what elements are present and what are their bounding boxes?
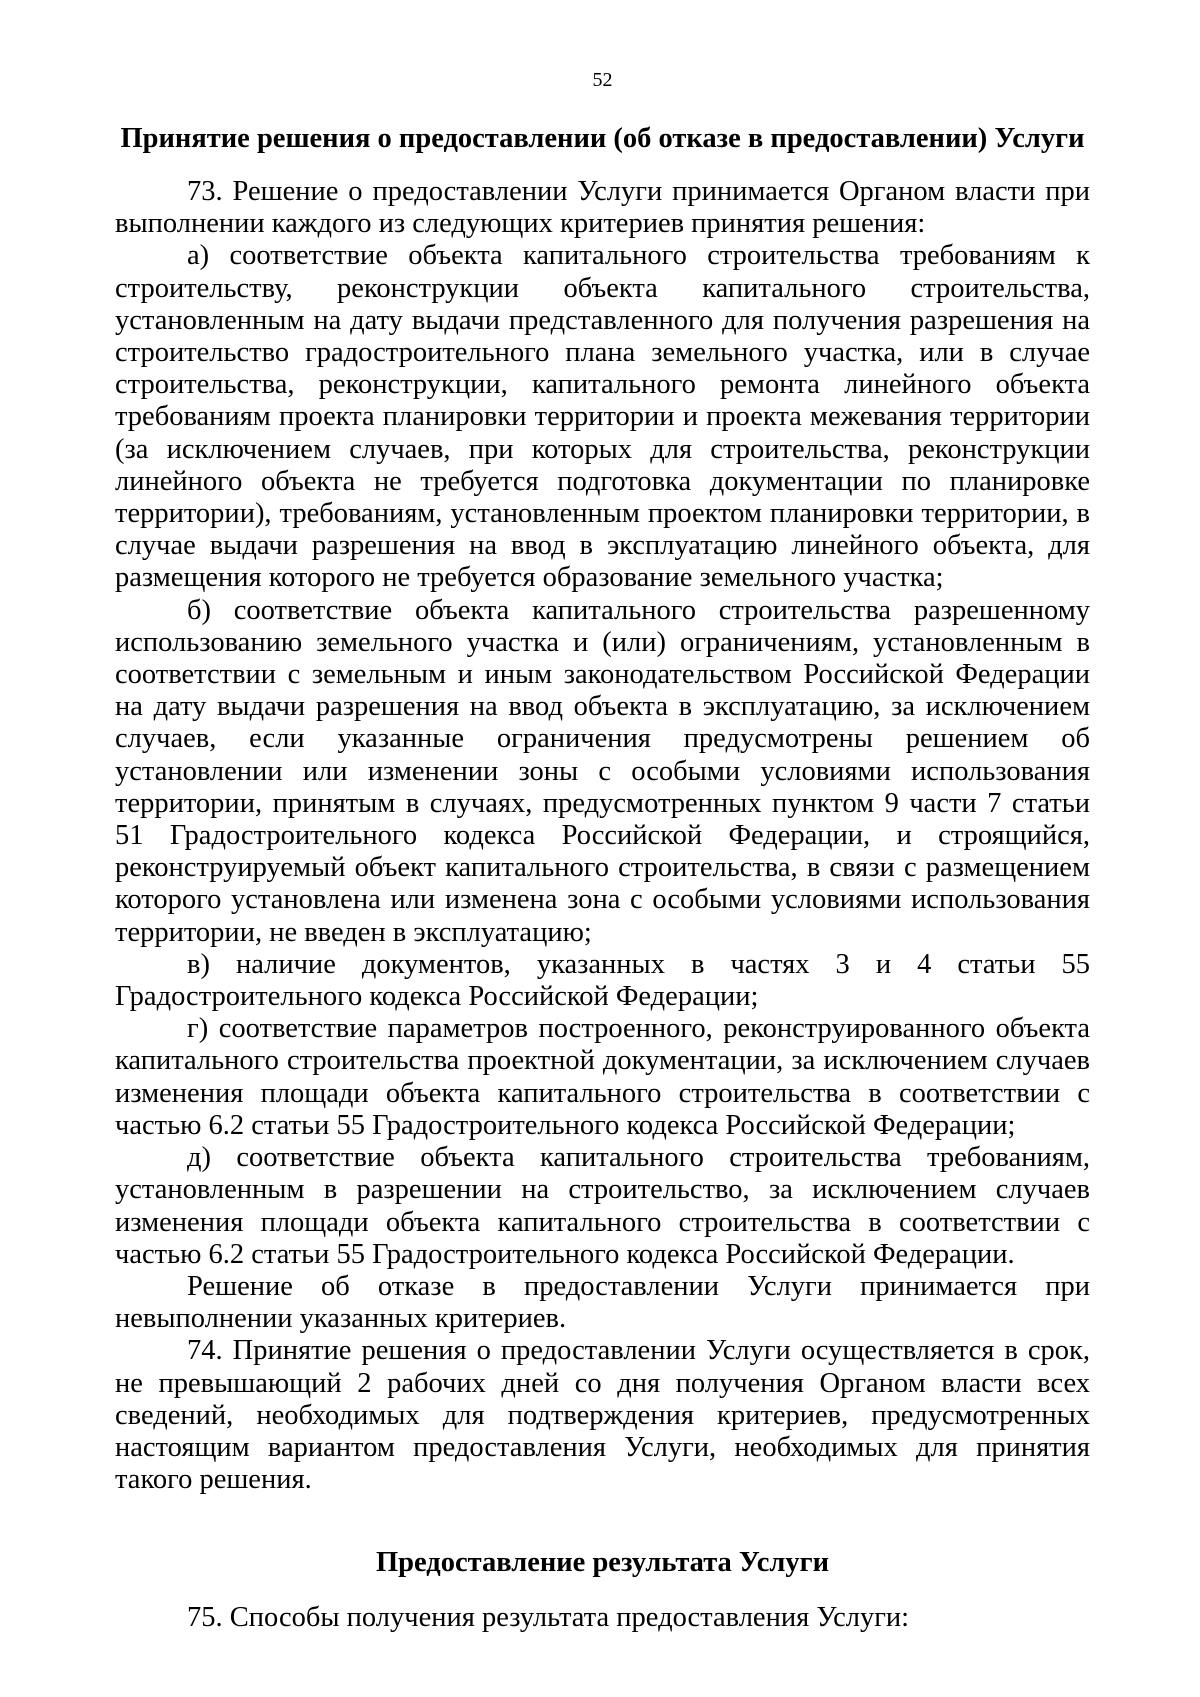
- paragraph-73-a: а) соответствие объекта капитального строительства требованиям к строительству, реконструкции объекта капитального строительства, установленным на дату выдачи представленного для получения разрешения на строительство градостроительного плана земельного участка, или в случае строительства, реконструкции, капитального ремонта линейного объекта требованиям проекта планировки территории и проекта межевания территории (за исключением случаев, при которых для строительства, реконструкции линейного объекта не требуется подготовка документации по планировке территории), требованиям, установленным проектом планировки территории, в случае выдачи разрешения на ввод в эксплуатацию линейного объекта, для размещения которого не требуется образование земельного участка;: [115, 240, 1090, 594]
- section-body-decision: [115, 176, 1090, 1496]
- paragraph-74: 74. Принятие решения о предоставлении Услуги осуществляется в срок, не превышающий 2 рабочих дней со дня получения Органом власти всех сведений, необходимых для подтверждения критериев, предусмотренных настоящим вариантом предоставления Услуги, необходимых для принятия такого решения.: [115, 1335, 1090, 1496]
- paragraph-73-d: д) соответствие объекта капитального строительства требованиям, установленным в разрешении на строительство, за исключением случаев изменения площади объекта капитального строительства в соответствии с частью 6.2 статьи 55 Градостроительного кодекса Российской Федерации.: [115, 1142, 1090, 1270]
- paragraph-73-b: б) соответствие объекта капитального строительства разрешенному использованию земельного участка и (или) ограничениям, установленным в соответствии с земельным и иным законодательством Российской Федерации на дату выдачи разрешения на ввод объекта в эксплуатацию, за исключением случаев, если указанные ограничения предусмотрены решением об установлении или изменении зоны с особыми условиями использования территории, принятым в случаях, предусмотренных пунктом 9 части 7 статьи 51 Градостроительного кодекса Российской Федерации, и строящийся, реконструируемый объект капитального строительства, в связи с размещением которого установлена или изменена зона с особыми условиями использования территории, не введен в эксплуатацию;: [115, 594, 1090, 948]
- page-number: 52: [592, 69, 613, 91]
- section-body-result: [115, 1602, 1090, 1634]
- paragraph-73: 73. Решение о предоставлении Услуги принимается Органом власти при выполнении каждого из следующих критериев принятия решения:: [115, 176, 1090, 240]
- paragraph-73-v: в) наличие документов, указанных в частях 3 и 4 статьи 55 Градостроительного кодекса Российской Федерации;: [115, 948, 1090, 1013]
- paragraph-75: 75. Способы получения результата предоставления Услуги:: [187, 1602, 910, 1634]
- paragraph-refusal: Решение об отказе в предоставлении Услуги принимается при невыполнении указанных критериев.: [115, 1270, 1090, 1335]
- paragraph-73-g: г) соответствие параметров построенного, реконструированного объекта капитального строительства проектной документации, за исключением случаев изменения площади объекта капитального строительства в соответствии с частью 6.2 статьи 55 Градостроительного кодекса Российской Федерации;: [115, 1013, 1090, 1141]
- section-heading-result: Предоставление результата Услуги: [375, 1547, 830, 1579]
- section-heading-decision: Принятие решения о предоставлении (об отказе в предоставлении) Услуги: [120, 123, 1085, 154]
